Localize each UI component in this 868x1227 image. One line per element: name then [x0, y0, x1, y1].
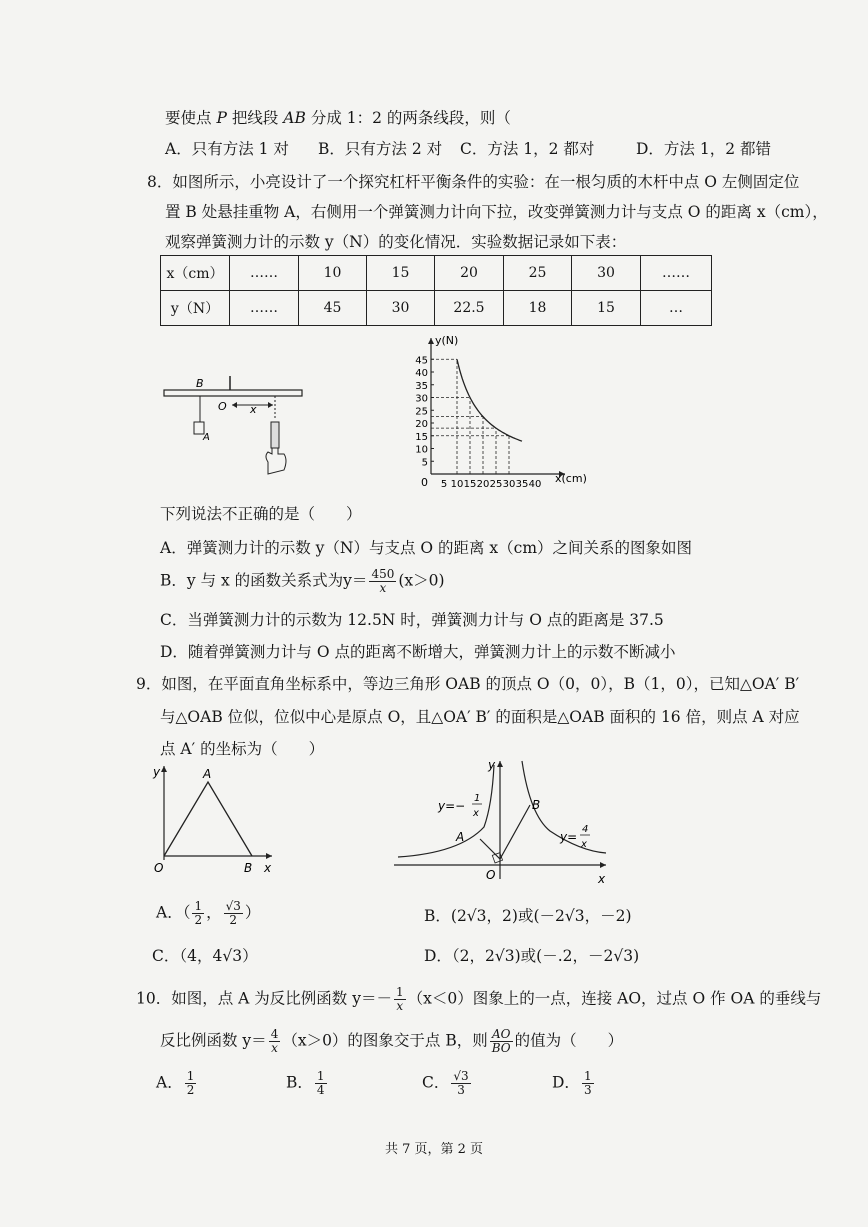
x-axis-arrow [600, 862, 606, 868]
option-text: ， [206, 903, 222, 922]
table-cell: 25 [504, 256, 572, 291]
y-axis-arrow [497, 761, 503, 767]
x-tick-label: 40 [528, 479, 542, 490]
q8-stem-line1: 8．如图所示，小亮设计了一个探究杠杆平衡条件的实验：在一根匀质的木杆中点 O 左侧固定位 [147, 173, 800, 191]
q10-option-c[interactable] [422, 1070, 473, 1097]
y-tick-label: 25 [415, 406, 428, 418]
label-b: B [532, 798, 541, 812]
q8-option-d[interactable]: D．随着弹簧测力计与 O 点的距离不断增大，弹簧测力计上的示数不断减小 [160, 643, 676, 661]
option-label: D． [552, 1073, 580, 1092]
fraction [192, 900, 204, 927]
fraction [269, 1028, 281, 1055]
page-footer: 共 7 页，第 2 页 [384, 1142, 484, 1157]
q9-option-d[interactable]: D．（2，2√3)或(－.2，－2√3) [424, 947, 640, 965]
table-cell: 10 [299, 256, 367, 291]
fraction-den: 2 [229, 913, 238, 927]
table-cell: …… [230, 291, 299, 326]
y-tick-label: 35 [415, 380, 428, 392]
left-eq-label: y=− [438, 799, 466, 813]
label-a: A [203, 767, 212, 781]
y-tick-label: 10 [415, 444, 428, 456]
q7-var-ab: AB [283, 109, 306, 127]
inverse-curve [457, 359, 522, 441]
label-b: B [196, 377, 204, 390]
label-o: O [486, 868, 496, 882]
fraction [582, 1070, 594, 1097]
q8-option-c[interactable]: C．当弹簧测力计的示数为 12.5N 时，弹簧测力计与 O 点的距离是 37.5 [160, 611, 664, 629]
q7-option-b[interactable]: B．只有方法 2 对 [318, 140, 443, 158]
fraction [369, 568, 396, 595]
fraction-num: 1 [186, 1069, 195, 1083]
q8-stem-line2: 置 B 处悬挂重物 A，右侧用一个弹簧测力计向下拉，改变弹簧测力计与支点 O 的距离 x（cm）， [165, 203, 828, 221]
arrow-head [268, 402, 273, 408]
option-label: A． [156, 1073, 183, 1092]
table-cell: 18 [504, 291, 572, 326]
arrow-head [232, 402, 237, 408]
q8-option-a[interactable]: A．弹簧测力计的示数 y（N）与支点 O 的距离 x（cm）之间关系的图象如图 [160, 539, 693, 557]
lever-bar [164, 390, 302, 396]
x-tick-label: 35 [515, 479, 529, 490]
q10-hyperbola-figure [390, 755, 615, 890]
x-tick-label: 15 [463, 479, 477, 490]
fraction [185, 1070, 197, 1097]
q8-option-b[interactable] [160, 568, 445, 595]
q10-stem-line1 [136, 986, 821, 1013]
y-axis-arrow [428, 338, 434, 344]
right-eq-num: 4 [582, 824, 589, 835]
q8-data-table [160, 255, 712, 326]
q9-triangle-figure [148, 760, 278, 880]
table-cell: 22.5 [435, 291, 504, 326]
table-cell: 30 [572, 256, 641, 291]
table-cell: x（cm） [161, 256, 230, 291]
q7-text: 要使点 [165, 109, 212, 127]
option-text: B．y 与 x 的函数关系式为y＝ [160, 571, 368, 590]
label-x: x [250, 403, 257, 416]
label-y: y [488, 758, 496, 772]
tick-group [415, 355, 541, 490]
right-eq-label: y= [560, 830, 578, 844]
q8-graph [405, 334, 595, 494]
guide-lines [431, 359, 509, 474]
label-x: x [264, 861, 272, 875]
fraction-den: 4 [316, 1083, 325, 1097]
fraction-num: 450 [371, 567, 395, 581]
fraction-num: √3 [225, 899, 241, 913]
y-tick-label: 30 [415, 393, 428, 405]
stem-text: （x＜0）图象上的一点，连接 AO，过点 O 作 OA 的垂线与 [407, 989, 822, 1008]
fraction [315, 1070, 327, 1097]
x-axis-arrow [266, 853, 272, 859]
option-text: A．（ [156, 903, 191, 922]
q7-text: 分成 1：2 的两条线段，则（ [310, 109, 511, 127]
fraction-num: √3 [453, 1069, 469, 1083]
table-cell: 20 [435, 256, 504, 291]
q10-stem-line2 [160, 1028, 623, 1055]
table-cell: 15 [367, 256, 435, 291]
fraction-num: 1 [583, 1069, 592, 1083]
q8-lever-figure [160, 370, 310, 490]
fraction [224, 900, 243, 927]
option-label: C． [422, 1073, 450, 1092]
q9-stem-line3: 点 A′ 的坐标为（ ） [160, 740, 325, 758]
fraction-num: 1 [194, 899, 203, 913]
q10-option-d[interactable] [552, 1070, 596, 1097]
label-b: B [244, 861, 253, 875]
q8-stem-line3: 观察弹簧测力计的示数 y（N）的变化情况．实验数据记录如下表： [165, 233, 627, 251]
q9-stem-line2: 与△OAB 位似，位似中心是原点 O，且△OA′ B′ 的面积是△OAB 面积的 16 倍，则点 A 对应 [160, 708, 800, 726]
q7-var-p: P [216, 109, 227, 127]
q7-option-d[interactable]: D．方法 1，2 都错 [636, 140, 772, 158]
q9-stem-line1: 9．如图，在平面直角坐标系中，等边三角形 OAB 的顶点 O（0，0），B（1，0），已知△OA′ B′ [136, 675, 800, 693]
q9-option-b[interactable]: B．(2√3，2)或(－2√3，－2) [424, 907, 632, 925]
y-tick-label: 5 [421, 457, 428, 469]
stem-text: 反比例函数 y＝ [160, 1031, 267, 1050]
y-tick-label: 40 [415, 368, 428, 379]
y-tick-label: 20 [415, 419, 428, 430]
stem-text: （x＞0）的图象交于点 B，则 [282, 1031, 488, 1050]
table-row [161, 291, 712, 326]
x-tick-label: 30 [502, 479, 516, 490]
x-tick-label: 25 [489, 479, 503, 490]
option-text: (x＞0) [398, 571, 445, 590]
label-y: y [153, 765, 161, 779]
fraction [451, 1070, 470, 1097]
label-o: O [154, 861, 164, 875]
q7-text: 把线段 [231, 109, 279, 127]
fraction-num: 1 [395, 985, 404, 999]
x-tick-label: 5 [440, 479, 448, 490]
triangle-oab [164, 782, 252, 856]
label-x: x [598, 872, 606, 886]
y-axis-label: y(N) [435, 334, 459, 347]
label-a: A [456, 830, 465, 844]
q9-option-c[interactable]: C．（4，4√3） [152, 947, 258, 965]
q7-option-a[interactable]: A．只有方法 1 对 [165, 140, 289, 158]
y-tick-label: 15 [415, 431, 428, 443]
option-text: ） [244, 903, 261, 922]
label-o: O [218, 400, 227, 413]
fraction-den: x [379, 581, 387, 595]
fraction-num: 1 [316, 1069, 325, 1083]
q7-option-c[interactable]: C．方法 1，2 都对 [460, 140, 595, 158]
fraction-num: 4 [270, 1027, 279, 1041]
y-tick-label: 45 [415, 355, 428, 367]
fraction-den: 2 [186, 1083, 195, 1097]
stem-text: 的值为（ ） [514, 1031, 624, 1050]
table-row [161, 256, 712, 291]
fraction-den: x [396, 999, 404, 1013]
origin-label: 0 [421, 476, 428, 489]
fraction [394, 986, 406, 1013]
left-eq-num: 1 [474, 793, 481, 804]
fraction-den: 2 [194, 913, 203, 927]
q10-option-a[interactable] [156, 1070, 198, 1097]
fraction-den: BO [491, 1041, 511, 1055]
x-tick-label: 20 [476, 479, 490, 490]
x-tick-label: 10 [450, 479, 464, 490]
fraction [490, 1028, 513, 1055]
fraction-den: 3 [583, 1083, 592, 1097]
q7-stem-tail [165, 106, 511, 128]
fraction-num: AO [490, 1028, 513, 1042]
left-eq-den: x [473, 808, 479, 819]
x-axis-label: x(cm) [555, 472, 587, 485]
table-cell: 45 [299, 291, 367, 326]
label-a: A [203, 432, 210, 443]
q10-option-b[interactable] [286, 1070, 329, 1097]
q8-prompt: 下列说法不正确的是（ ） [160, 505, 362, 523]
right-eq-den: x [581, 839, 587, 850]
fraction-den: x [271, 1041, 278, 1055]
table-cell: 30 [367, 291, 435, 326]
table-cell: 15 [572, 291, 641, 326]
table-cell: …… [641, 256, 712, 291]
table-cell: … [641, 291, 712, 326]
table-cell: …… [230, 256, 299, 291]
y-axis-arrow [161, 766, 167, 772]
q9-option-a[interactable] [156, 900, 260, 927]
table-cell: y（N） [161, 291, 230, 326]
option-label: B． [286, 1073, 313, 1092]
stem-text: 10．如图，点 A 为反比例函数 y＝－ [136, 989, 392, 1008]
fraction-den: 3 [457, 1083, 465, 1097]
spring-scale [271, 422, 279, 448]
hand-icon [266, 448, 286, 474]
